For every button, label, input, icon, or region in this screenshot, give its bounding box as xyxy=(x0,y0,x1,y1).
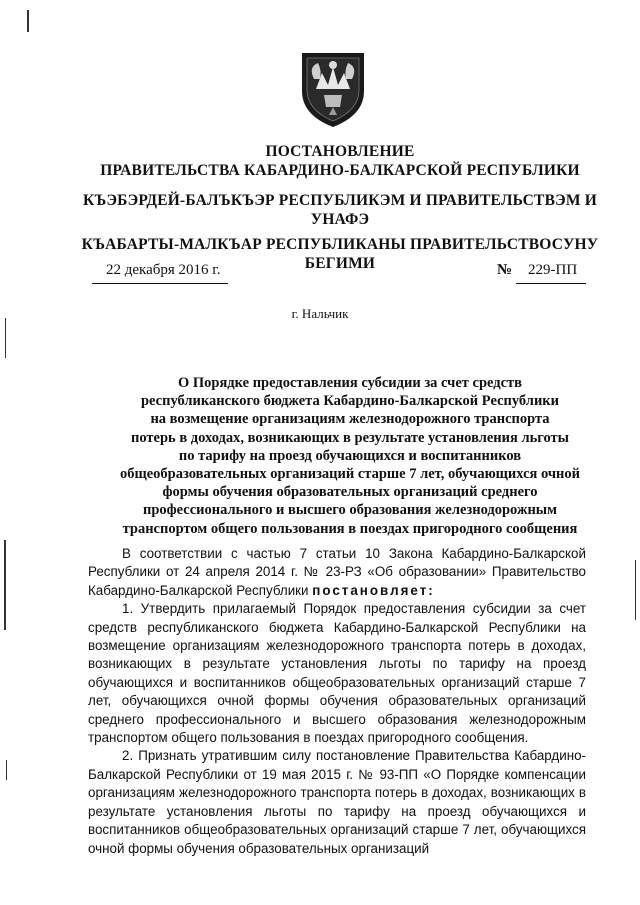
scan-mark xyxy=(4,540,6,630)
title-line: республиканского бюджета Кабардино-Балкарской Республики xyxy=(140,393,560,410)
preamble-text: В соответствии с частью 7 статьи 10 Закона Кабардино-Балкарской Республики от 24 апреля 2014 г. № 23-РЗ «Об образовании» Правительство Кабардино-Балкарской Республики xyxy=(88,546,586,598)
title-line: О Порядке предоставления субсидии за счет средств xyxy=(177,375,523,391)
heading-government-kbr: ПРАВИТЕЛЬСТВА КАБАРДИНО-БАЛКАРСКОЙ РЕСПУБЛИКИ xyxy=(100,162,580,179)
title-line: на возмещение организациям железнодорожного транспорта xyxy=(150,411,550,428)
paragraph-item-1: 1. Утвердить прилагаемый Порядок предоставления субсидии за счет средств республиканского бюджета Кабардино-Балкарской Республики на возмещение организациям железнодорожного транспорта потерь в доходах, возникающих в результате установления льготы по тарифу на проезд обучающихся и воспитанников общеобразовательных организаций старше 7 лет, обучающихся очной формы обучения образовательных организаций среднего профессионального и высшего образования железнодорожным транспортом общего пользования в поездах пригородного сообщения. xyxy=(88,601,586,746)
heading-kabardian-line2: УНАФЭ xyxy=(310,211,370,228)
scan-mark xyxy=(6,760,7,780)
coat-of-arms-emblem xyxy=(296,45,370,129)
paragraph-item-2: 2. Признать утратившим силу постановление Правительства Кабардино-Балкарской Республики от 19 мая 2015 г. № 93-ПП «О Порядке компенсации организациям железнодорожного транспорта потерь в доходах, возникающих в результате установления льготы по тарифу на проезд обучающихся и воспитанников общеобразовательных организаций старше 7 лет, обучающихся очной формы обучения образовательных организаций xyxy=(88,748,586,856)
scan-mark xyxy=(5,318,6,358)
paragraph-preamble xyxy=(88,545,586,600)
date-underline xyxy=(92,283,228,284)
title-line: профессионального и высшего образования железнодорожным xyxy=(142,502,558,519)
title-line: потерь в доходах, возникающих в результате установления льготы xyxy=(130,429,569,446)
heading-kabardian-line1: КЪЭБЭРДЕЙ-БАЛЪКЪЭР РЕСПУБЛИКЭМ И ПРАВИТЕЛЬСТВЭМ И xyxy=(82,192,598,209)
scan-mark xyxy=(635,560,636,620)
document-date: 22 декабря 2016 г. xyxy=(106,262,221,278)
title-line: по тарифу на проезд обучающихся и воспитанников xyxy=(178,447,522,464)
title-line: транспортом общего пользования в поездах пригородного сообщения xyxy=(122,520,578,537)
scan-mark xyxy=(27,10,29,32)
heading-balkar-line2: БЕГИМИ xyxy=(304,255,376,272)
title-line: формы обучения образовательных организаций среднего xyxy=(162,484,538,501)
title-line: общеобразовательных организаций старше 7 лет, обучающихся очной xyxy=(120,466,580,483)
resolves-keyword: постановляет: xyxy=(312,582,435,598)
heading-balkar-line1: КЪАБАРТЫ-МАЛКЪАР РЕСПУБЛИКАНЫ ПРАВИТЕЛЬСТВОСУНУ xyxy=(81,236,599,253)
number-sign: № xyxy=(497,262,513,278)
city-label: г. Нальчик xyxy=(291,306,349,321)
document-number: 229-ПП xyxy=(528,262,578,278)
document-title xyxy=(100,374,600,538)
number-underline xyxy=(516,283,586,284)
heading-postanovlenie: ПОСТАНОВЛЕНИЕ xyxy=(265,143,415,160)
document-body xyxy=(88,545,586,858)
